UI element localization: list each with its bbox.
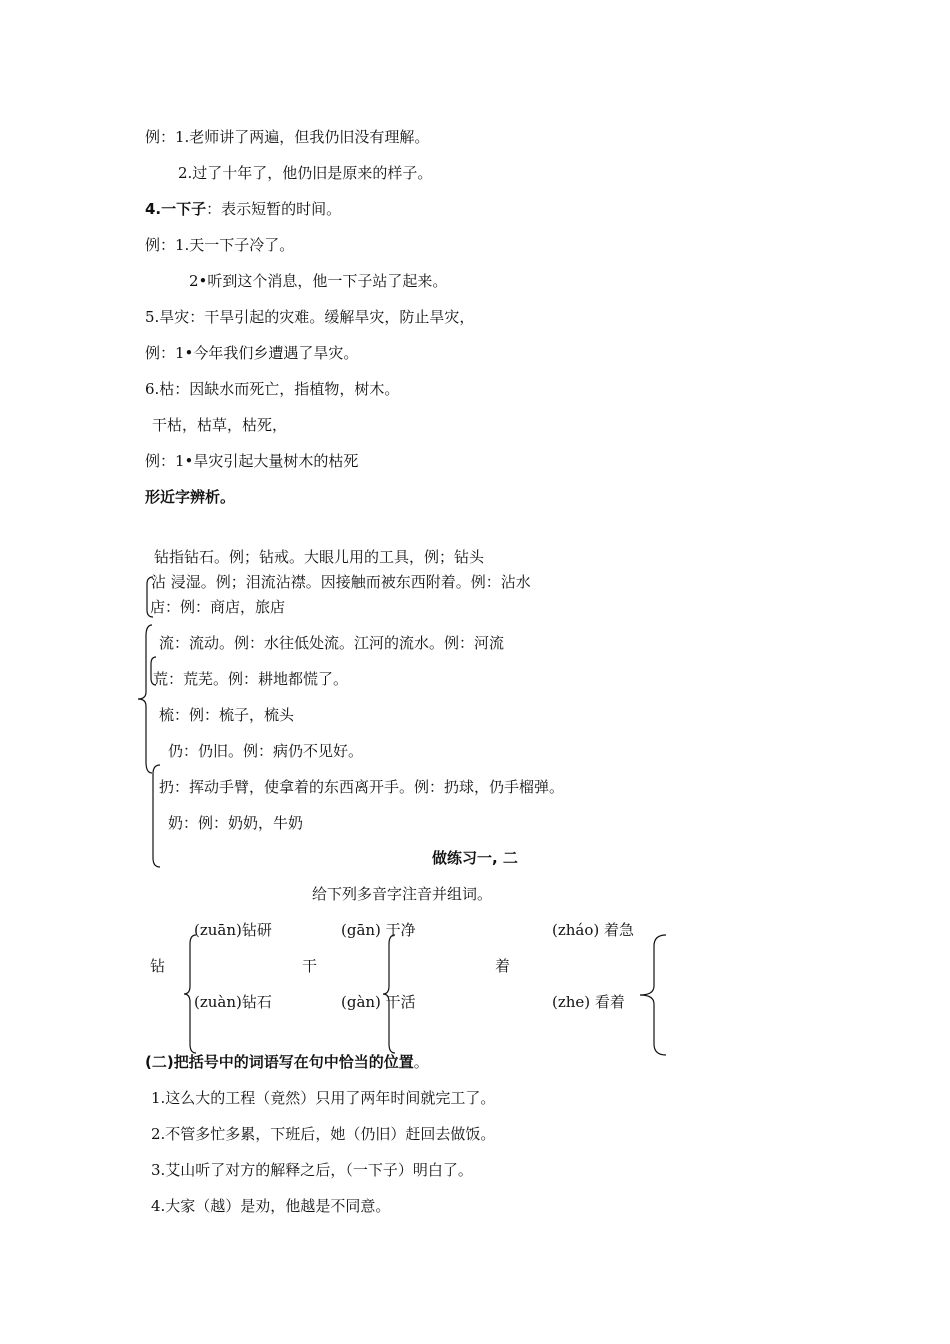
polyphone-char: 钻 <box>150 957 166 975</box>
exercise-instruction: 给下列多音字注音并组词。 <box>312 885 493 903</box>
exercise-item: 2.不管多忙多累，下班后，她（仍旧）赶回去做饭。 <box>151 1125 496 1143</box>
similar-characters-heading: 形近字辨析。 <box>145 488 236 506</box>
polyphone-reading: (zháo) 着急 <box>552 921 635 939</box>
part-2-heading <box>145 1052 429 1072</box>
example-line: 例：1•今年我们乡遭遇了旱灾。 <box>145 344 359 362</box>
polyphone-char: 干 <box>302 957 318 975</box>
similar-char-line: 奶：例：奶奶，牛奶 <box>168 814 304 832</box>
polyphone-reading: (gān) 干净 <box>341 921 416 939</box>
item-4-term: 4.一下子 <box>145 200 207 218</box>
similar-char-line: 荒：荒芜。例：耕地都慌了。 <box>153 670 349 688</box>
similar-char-line: 梳：例：梳子，梳头 <box>159 706 295 724</box>
brace-mark <box>148 656 158 686</box>
example-line: 例：1.天一下子冷了。 <box>145 236 295 254</box>
item-6-words: 干枯，枯草，枯死， <box>152 416 288 434</box>
similar-char-line: 店：例：商店，旅店 <box>150 598 286 616</box>
item-5-definition: 5.旱灾：干旱引起的灾难。缓解旱灾，防止旱灾， <box>145 308 475 326</box>
item-4-def: ：表示短暂的时间。 <box>206 200 342 218</box>
similar-char-line: 流：流动。例：水往低处流。江河的流水。例：河流 <box>159 634 505 652</box>
exercise-title: 做练习一, 二 <box>432 849 518 867</box>
example-line: 2.过了十年了，他仍旧是原来的样子。 <box>178 164 433 182</box>
example-line: 例：1.老师讲了两遍，但我仍旧没有理解。 <box>145 128 430 146</box>
example-line: 2•听到这个消息，他一下子站了起来。 <box>189 272 448 290</box>
brace-mark <box>136 624 156 774</box>
polyphone-reading: (zuān)钻研 <box>194 921 272 939</box>
brace-mark <box>182 934 198 1054</box>
brace-mark <box>148 764 162 868</box>
example-line: 例：1•旱灾引起大量树木的枯死 <box>145 452 359 470</box>
polyphone-reading: (zhe) 看着 <box>552 993 625 1011</box>
part-2-heading-text: (二)把括号中的词语写在句中恰当的位置 <box>145 1053 414 1071</box>
polyphone-char: 着 <box>495 957 511 975</box>
exercise-item: 1.这么大的工程（竟然）只用了两年时间就完工了。 <box>151 1089 496 1107</box>
brace-mark <box>143 576 155 618</box>
item-6-definition: 6.枯：因缺水而死亡，指植物，树木。 <box>145 380 400 398</box>
similar-char-line: 沾 浸湿。例；泪流沾襟。因接触而被东西附着。例：沾水 <box>151 573 531 591</box>
brace-mark <box>381 934 397 1054</box>
similar-char-line: 钻指钻石。例；钻戒。大眼儿用的工具，例；钻头 <box>154 548 485 566</box>
polyphone-reading: (gàn) 干活 <box>341 993 416 1011</box>
polyphone-reading: (zuàn)钻石 <box>194 993 272 1011</box>
part-2-heading-period: 。 <box>413 1053 429 1071</box>
exercise-item: 4.大家（越）是劝，他越是不同意。 <box>151 1197 391 1215</box>
similar-char-line: 仍：仍旧。例：病仍不见好。 <box>168 742 364 760</box>
exercise-item: 3.艾山听了对方的解释之后，（一下子）明白了。 <box>151 1161 473 1179</box>
similar-char-line: 扔：挥动手臂，使拿着的东西离开手。例：扔球，仍手榴弹。 <box>159 778 565 796</box>
brace-mark <box>638 934 668 1056</box>
item-4-definition <box>145 199 341 219</box>
